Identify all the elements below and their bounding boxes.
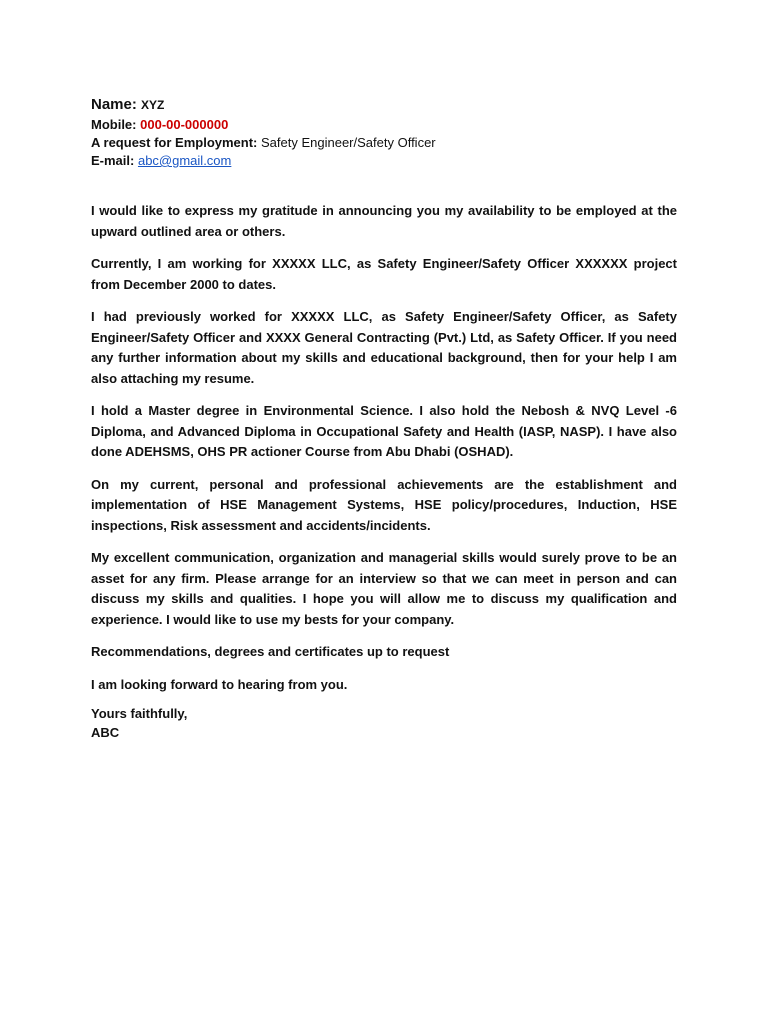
paragraph: I would like to express my gratitude in announcing you my availability to be employed at the upward outlined area or others. <box>91 203 677 239</box>
paragraph: My excellent communication, organization and managerial skills would surely prove to be an asset for any firm. Please arrange for an interview so that we can meet in person and can discuss my skills and qualities. I hope you will allow me to discuss my qualification and experience. I would like to use my bests for your company. <box>91 550 677 627</box>
paragraph: On my current, personal and professional achievements are the establishment and implementation of HSE Management Systems, HSE policy/procedures, Induction, HSE inspections, Risk assessment and accidents/incidents. <box>91 476 677 533</box>
name-value: XYZ <box>141 98 165 112</box>
request-value: Safety Engineer/Safety Officer <box>261 135 436 150</box>
mobile-label: Mobile: <box>91 117 137 132</box>
paragraph: I hold a Master degree in Environmental Science. I also hold the Nebosh & NVQ Level -6 Diploma, and Advanced Diploma in Occupational Safety and Health (IASP, NASP). I have also done ADEHSMS, OHS PR actioner Course from Abu Dhabi (OSHAD). <box>91 403 677 459</box>
name-label: Name: <box>91 96 137 113</box>
paragraph: Recommendations, degrees and certificates up to request <box>91 644 450 659</box>
email-line <box>91 152 681 170</box>
paragraph: I had previously worked for XXXXX LLC, as Safety Engineer/Safety Officer, as Safety Engineer/Safety Officer and XXXX General Contracting (Pvt.) Ltd, as Safety Officer. If you need any further information about my skills and educational background, then for your help I am also attaching my resume. <box>91 309 677 386</box>
mobile-line <box>91 116 681 134</box>
salutation: Yours faithfully, <box>91 706 188 721</box>
name-line <box>91 95 681 115</box>
signature: ABC <box>91 725 120 740</box>
paragraph: Currently, I am working for XXXXX LLC, as Safety Engineer/Safety Officer XXXXXX project from December 2000 to dates. <box>91 256 677 292</box>
mobile-value: 000-00-000000 <box>140 117 229 132</box>
letter-body <box>91 201 677 707</box>
paragraph: I am looking forward to hearing from you. <box>91 676 348 692</box>
request-line <box>91 134 681 152</box>
letter-closing <box>91 704 491 742</box>
letter-header <box>91 95 681 170</box>
request-label: A request for Employment: <box>91 135 258 150</box>
email-label: E-mail: <box>91 153 135 168</box>
email-link[interactable]: abc@gmail.com <box>137 153 232 168</box>
